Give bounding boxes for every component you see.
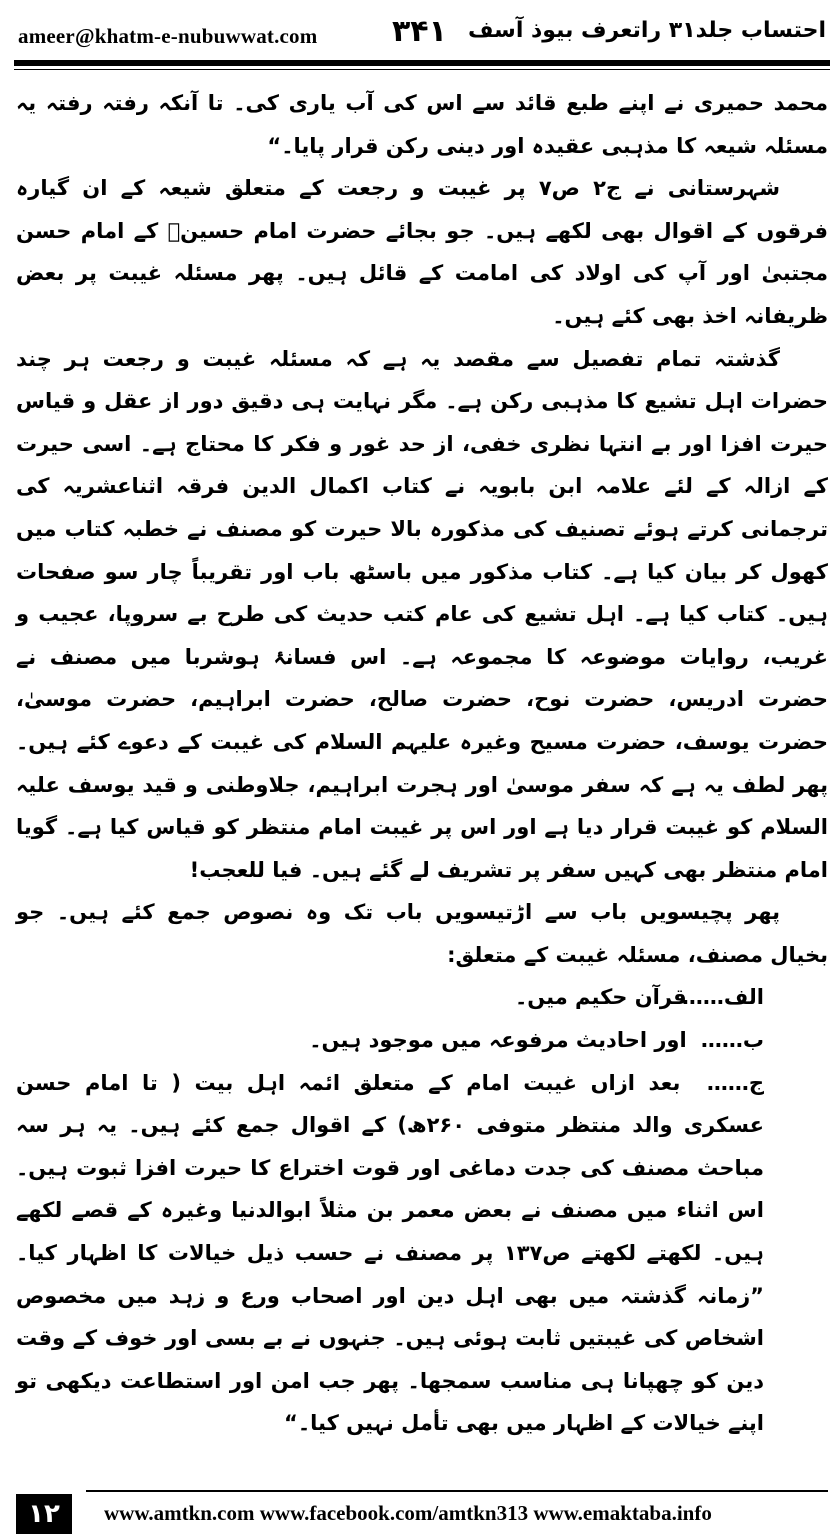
page-header [14,12,830,58]
footer-urls: www.amtkn.com www.facebook.com/amtkn313 www.emaktaba.info [104,1501,712,1525]
list-item [16,1019,828,1062]
footer-rule [86,1490,828,1492]
header-page-number: ۳۴۱ [392,14,447,49]
page-footer [0,1488,840,1540]
list-text: قرآن حکیم میں۔ [514,985,687,1010]
paragraph: پھر پچیسویں باب سے اڑتیسویں باب تک وہ نصوص جمع کئے ہیں۔ جو بخیال مصنف، مسئلہ غیبت کے متعلق: [16,900,828,967]
header-rule-thin [14,69,830,70]
list-text: اور احادیث مرفوعہ میں موجود ہیں۔ [309,1028,687,1053]
list-marker: ج…… [706,1070,764,1095]
header-rule-thick [14,60,830,66]
list-item [16,1062,828,1445]
paragraph: شہرستانی نے ج۲ ص۷ پر غیبت و رجعت کے متعلق شیعہ کے ان گیارہ فرقوں کے اقوال بھی لکھے ہیں۔ جو بجائے حضرت امام حسینؓ کے امام حسن مجتبیٰ اور آپ کی اولاد کی امامت کے قائل ہیں۔ پھر مسئلہ غیبت پر بعض ظریفانہ اخذ بھی کئے ہیں۔ [16,176,828,328]
list-marker: ب…… [700,1028,764,1053]
header-title: احتساب جلد۳۱ راتعرف بیوذ آسف [467,18,826,43]
paragraph: گذشتہ تمام تفصیل سے مقصد یہ ہے کہ مسئلہ غیبت و رجعت ہر چند حضرات اہل تشیع کا مذہبی رکن ہے۔ مگر نہایت ہی دقیق دور از عقل و قیاس حیرت افزا اور بے انتہا نظری خفی، از حد غور و فکر کا محتاج ہے۔ اسی حیرت کے ازالہ کے لئے علامہ ابن بابویہ نے کتاب اکمال الدین فرقہ اثناعشریہ کی ترجمانی کرتے ہوئے تصنیف کی مذکورہ بالا حیرت کو مصنف نے خطبہ کتاب میں کھول کر بیان کیا ہے۔ کتاب مذکور میں باسٹھ باب اور تقریباً چار سو صفحات ہیں۔ کتاب کیا ہے۔ اہل تشیع کی عام کتب حدیث کی طرح بے سروپا، عجیب و غریب، روایات موضوعہ کا مجموعہ ہے۔ اس فسانۂ ہوشربا میں مصنف نے حضرت ادریس، حضرت نوح، حضرت صالح، حضرت ابراہیم، حضرت موسیٰ، حضرت یوسف، حضرت مسیح وغیرہ علیہم السلام کی غیبت کے دعوے کئے ہیں۔ پھر لطف یہ ہے کہ سفر موسیٰ اور ہجرت ابراہیم، جلاوطنی و قید یوسف علیہ السلام کو غیبت قرار دیا ہے اور اس پر غیبت امام منتظر کو قیاس کیا ہے۔ گویا امام منتظر بھی کہیں سفر پر تشریف لے گئے ہیں۔ فیا للعجب! [16,346,828,882]
list-text: بعد ازاں غیبت امام کے متعلق ائمہ اہل بیت ( تا امام حسن عسکری والد منتظر متوفی ۲۶۰ھ) کے اقوال جمع کئے ہیں۔ یہ ہر سہ مباحث مصنف کی جدت دماغی اور قوت اختراع کا حیرت افزا ثبوت ہیں۔ اس اثناء میں مصنف نے بعض معمر بن مثلاً ابوالدنیا وغیرہ کے قصے لکھے ہیں۔ لکھتے لکھتے ص۱۳۷ پر مصنف نے حسب ذیل خیالات کا اظہار کیا۔ ”زمانہ گذشتہ میں بھی اہل دین اور اصحاب ورع و زہد میں مخصوص اشخاص کی غیبتیں ثابت ہوئی ہیں۔ جنہوں نے بے بسی اور خوف کے وقت دین کو چھپانا ہی مناسب سمجھا۔ پھر جب امن اور استطاعت دیکھی تو اپنے خیالات کے اظہار میں بھی تأمل نہیں کیا۔“ [16,1070,764,1436]
body-text [16,82,828,1445]
list-marker: الف…… [681,985,764,1010]
paragraph: محمد حمیری نے اپنے طبع قائد سے اس کی آب یاری کی۔ تا آنکہ رفتہ رفتہ یہ مسئلہ شیعہ کا مذہبی عقیدہ اور دینی رکن قرار پایا۔“ [16,91,828,158]
list-item [16,976,828,1019]
header-email: ameer@khatm-e-nubuwwat.com [18,24,318,48]
footer-page-number: ۱۲ [16,1494,72,1534]
